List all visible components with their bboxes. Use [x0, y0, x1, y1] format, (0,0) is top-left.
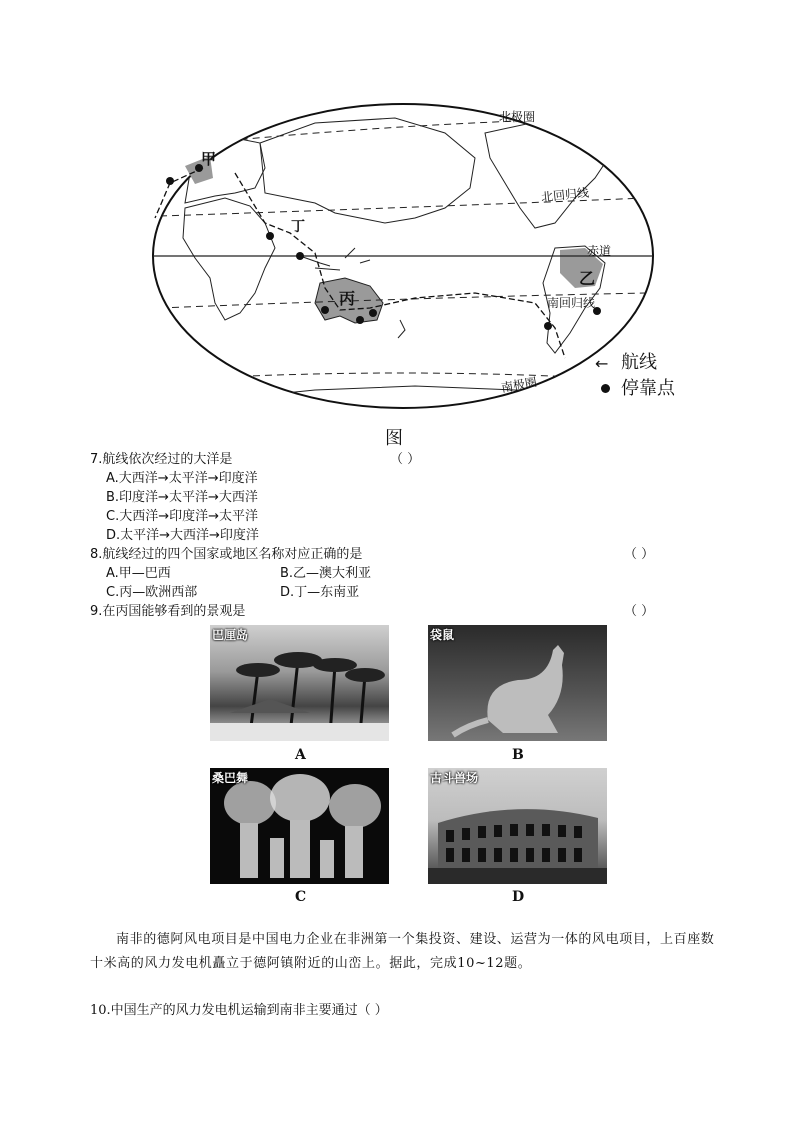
- kangaroo-image: [428, 625, 607, 741]
- stop-point: [369, 309, 377, 317]
- label-jia: 甲: [201, 150, 217, 168]
- q7-option-a[interactable]: A.大西洋→太平洋→印度洋: [106, 471, 258, 486]
- q8-paren: （ ）: [624, 547, 655, 562]
- legend-route-label: 航线: [621, 352, 657, 373]
- q8-option-b[interactable]: B.乙—澳大利亚: [280, 566, 372, 581]
- stop-point: [166, 177, 174, 185]
- photo-c-samba[interactable]: [210, 768, 389, 884]
- q9-stem: 9.在丙国能够看到的景观是: [90, 604, 246, 619]
- stop-point: [266, 232, 274, 240]
- q8-option-a[interactable]: A.甲—巴西: [106, 566, 171, 581]
- label-tropic-capricorn: 南回归线: [547, 296, 596, 310]
- label-equator: 赤道: [587, 244, 612, 258]
- label-tropic-cancer: 北回归线: [540, 185, 590, 205]
- photo-c-title: 桑巴舞: [212, 771, 249, 785]
- label-yi: 乙: [579, 269, 596, 288]
- photo-b-title: 袋鼠: [430, 628, 455, 642]
- stop-dot-icon: [601, 384, 610, 393]
- photo-a-title: 巴厘岛: [212, 628, 249, 642]
- label-ding: 丁: [291, 219, 305, 235]
- legend-stop-label: 停靠点: [621, 378, 675, 399]
- stop-point: [296, 252, 304, 260]
- photo-a-letter: A: [295, 747, 306, 763]
- photo-b-kangaroo[interactable]: [428, 625, 607, 741]
- photo-d-colosseum[interactable]: [428, 768, 607, 884]
- photo-b-letter: B: [512, 747, 524, 763]
- stop-point: [356, 316, 364, 324]
- stop-point: [544, 322, 552, 330]
- q7-option-d[interactable]: D.太平洋→大西洋→印度洋: [106, 528, 259, 543]
- q8-option-d[interactable]: D.丁—东南亚: [280, 585, 360, 600]
- q10-stem: 10.中国生产的风力发电机运输到南非主要通过（ ）: [90, 1003, 388, 1018]
- q9-paren: （ ）: [624, 604, 655, 619]
- label-arctic: 北极圈: [499, 110, 536, 124]
- q7-paren: （ ）: [390, 452, 421, 467]
- q7-option-c[interactable]: C.大西洋→印度洋→太平洋: [106, 509, 258, 524]
- photo-d-letter: D: [512, 889, 525, 905]
- route-arrow-icon: ←: [595, 354, 609, 373]
- label-antarctic: 南极圈: [500, 374, 538, 396]
- photo-d-title: 古斗兽场: [430, 771, 479, 785]
- map-caption: 图: [385, 428, 403, 449]
- q7-stem: 7.航线依次经过的大洋是: [90, 452, 233, 467]
- q7-option-b[interactable]: B.印度洋→太平洋→大西洋: [106, 490, 258, 505]
- photo-c-letter: C: [295, 889, 307, 905]
- q8-stem: 8.航线经过的四个国家或地区名称对应正确的是: [90, 547, 363, 562]
- map-legend: [595, 352, 695, 408]
- passage: 南非的德阿风电项目是中国电力企业在非洲第一个集投资、建设、运营为一体的风电项目，上百座数十米高的风力发电机矗立于德阿镇附近的山峦上。据此，完成10~12题。: [90, 932, 715, 971]
- photo-a-bali[interactable]: [210, 625, 389, 741]
- stop-point: [321, 306, 329, 314]
- q8-option-c[interactable]: C.丙—欧洲西部: [106, 585, 198, 600]
- label-bing: 丙: [339, 289, 356, 308]
